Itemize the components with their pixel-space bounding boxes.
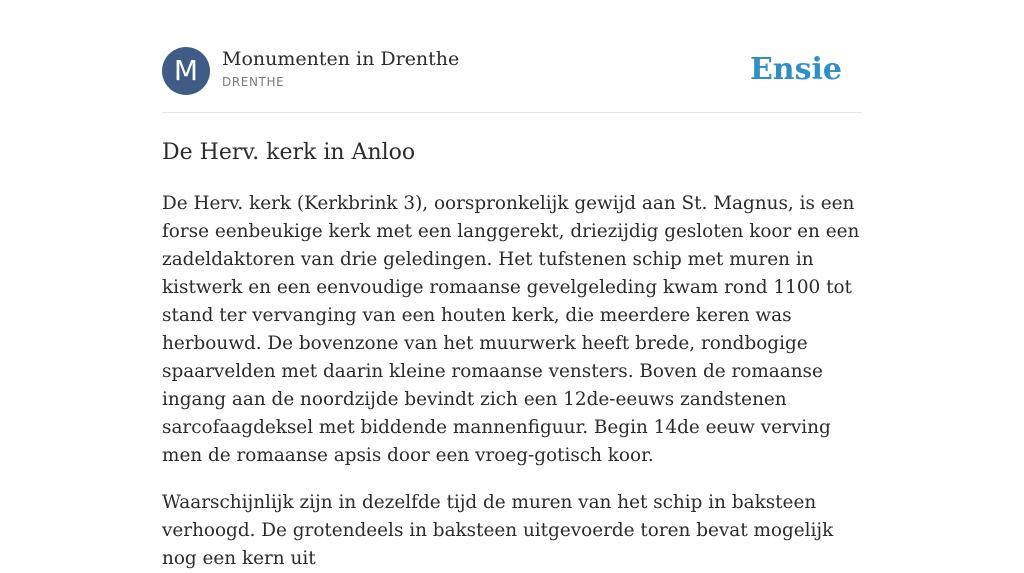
header <box>162 47 862 113</box>
article <box>162 134 862 573</box>
article-paragraph: De Herv. kerk (Kerkbrink 3), oorspronkelijk gewijd aan St. Magnus, is een forse eenbeukige kerk met een langgerekt, driezijdig gesloten koor en een zadeldaktoren van drie geledingen. Het tufstenen schip met muren in kistwerk en een eenvoudige romaanse gevelgeleding kwam rond 1100 tot stand ter vervanging van een houten kerk, die meerdere keren was herbouwd. De bovenzone van het muurwerk heeft brede, rondbogige spaarvelden met daarin kleine romaanse vensters. Boven de romaanse ingang aan de noordzijde bevindt zich een 12de-eeuws zandstenen sarcofaagdeksel met biddende mannenfiguur. Begin 14de eeuw verving men de romaanse apsis door een vroeg-gotisch koor. <box>162 193 860 466</box>
site-category-link[interactable]: DRENTHE <box>222 75 285 89</box>
article-paragraph: Waarschijnlijk zijn in dezelfde tijd de muren van het schip in baksteen verhoogd. De grotendeels in baksteen uitgevoerde toren bevat mogelijk nog een kern uit <box>162 492 834 569</box>
brand-logo-link[interactable]: Ensie <box>749 52 842 87</box>
avatar[interactable]: M <box>162 47 210 95</box>
site-title-link[interactable]: Monumenten in Drenthe <box>222 48 460 70</box>
article-title: De Herv. kerk in Anloo <box>162 140 416 165</box>
